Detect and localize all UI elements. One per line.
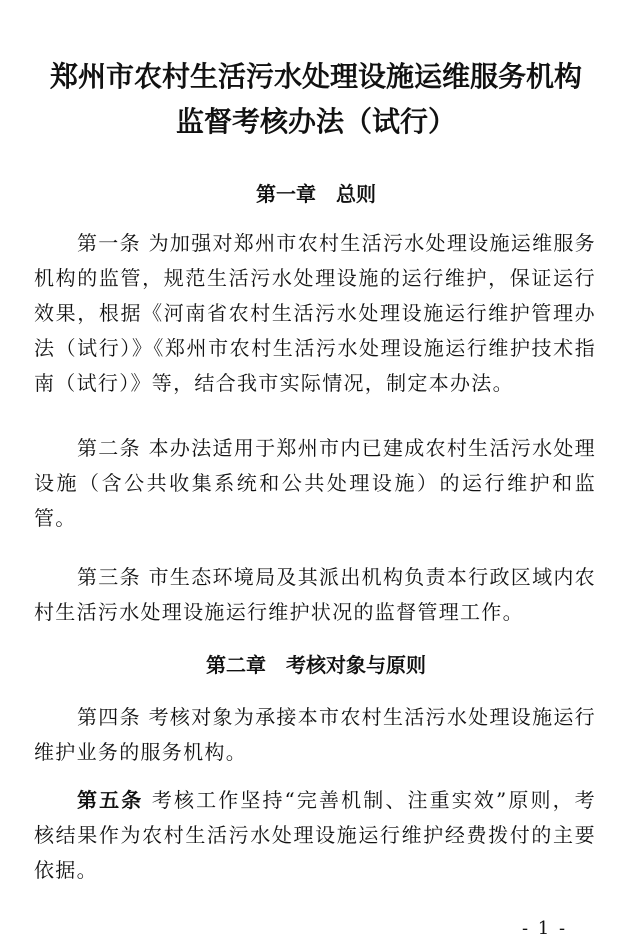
page-number: - 1 -	[522, 918, 568, 939]
article-5-label: 第五条	[77, 788, 144, 812]
article-4-label: 第四条	[77, 705, 141, 729]
article-2-label: 第二条	[77, 436, 141, 460]
article-1-text: 为加强对郑州市农村生活污水处理设施运维服务机构的监管，规范生活污水处理设施的运行维护，保证运行效果，根据《河南省农村生活污水处理设施运行维护管理办法（试行）》《郑州市农村生活污水处理设施运行维护技术指南（试行）》等，结合我市实际情况，制定本办法。	[34, 231, 596, 395]
document-title-line-1: 郑州市农村生活污水处理设施运维服务机构	[49, 60, 582, 93]
article-1	[34, 226, 596, 401]
document-title-line-2: 监督考核办法（试行）	[175, 105, 456, 138]
article-2-text: 本办法适用于郑州市内已建成农村生活污水处理设施（含公共收集系统和公共处理设施）的运行维护和监管。	[34, 436, 596, 530]
article-5-text: 考核工作坚持“完善机制、注重实效”原则，考核结果作为农村生活污水处理设施运行维护经费拨付的主要依据。	[34, 788, 596, 882]
article-5	[34, 783, 596, 888]
chapter-2-heading: 第二章 考核对象与原则	[206, 653, 426, 677]
article-4	[34, 700, 596, 770]
chapter-1-heading: 第一章 总则	[256, 182, 376, 206]
article-4-text: 考核对象为承接本市农村生活污水处理设施运行维护业务的服务机构。	[34, 705, 596, 764]
article-1-label: 第一条	[77, 231, 141, 255]
article-3	[34, 560, 596, 630]
article-2	[34, 431, 596, 536]
article-3-label: 第三条	[77, 565, 141, 589]
article-3-text: 市生态环境局及其派出机构负责本行政区域内农村生活污水处理设施运行维护状况的监督管理工作。	[34, 565, 596, 624]
